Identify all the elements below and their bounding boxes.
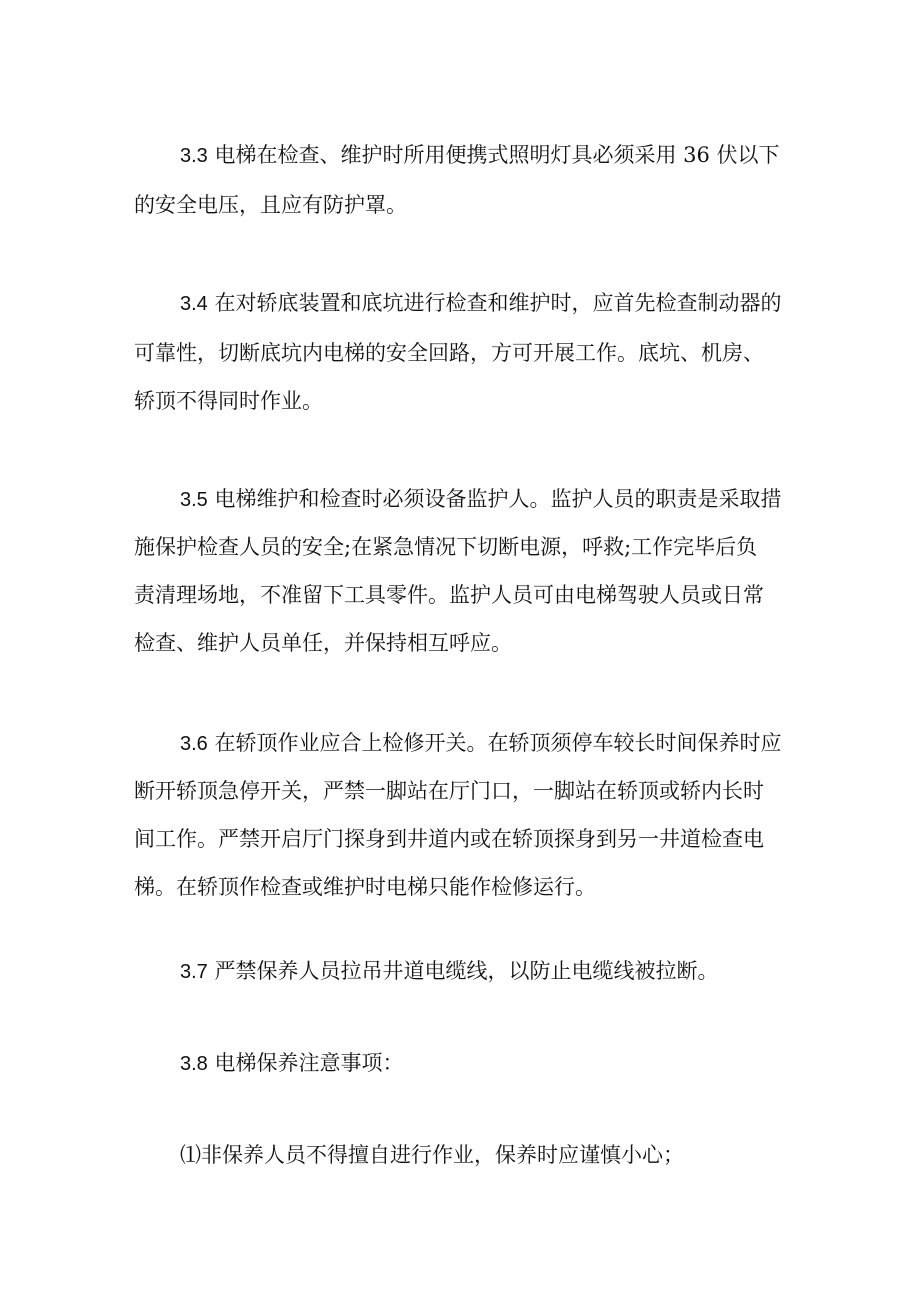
list-item-marker: ⑴ <box>180 1143 201 1167</box>
paragraph-text: 电梯维护和检查时必须设备监护人。监护人员的职责是采取措 <box>207 487 782 511</box>
paragraph-3-6-line-3: 间工作。严禁开启厅门探身到井道内或在轿顶探身到另一井道检查电 <box>134 827 764 851</box>
paragraph-3-4-line-3: 轿顶不得同时作业。 <box>134 389 323 413</box>
paragraph-3-4-line-1 <box>180 288 794 319</box>
paragraph-3-4-line-2: 可靠性，切断底坑内电梯的安全回路，方可开展工作。底坑、机房、 <box>134 341 764 365</box>
paragraph-3-5-line-4: 检查、维护人员单任，并保持相互呼应。 <box>134 631 512 655</box>
paragraph-3-5-line-2: 施保护检查人员的安全;在紧急情况下切断电源，呼救;工作完毕后负 <box>134 535 758 559</box>
paragraph-3-6-line-4: 梯。在轿顶作检查或维护时电梯只能作检修运行。 <box>134 875 596 899</box>
paragraph-3-5-line-1 <box>180 484 794 515</box>
paragraph-3-6-line-2: 断开轿顶急停开关，严禁一脚站在厅门口，一脚站在轿顶或轿内长时 <box>134 779 764 803</box>
list-item-text: 非保养人员不得擅自进行作业，保养时应谨慎小心； <box>201 1143 684 1167</box>
paragraph-number: 3.4 <box>180 293 208 315</box>
list-item-1-line-1 <box>180 1140 794 1170</box>
paragraph-3-3-line-1 <box>180 140 794 171</box>
paragraph-number: 3.6 <box>180 733 208 755</box>
paragraph-number: 3.5 <box>180 489 208 511</box>
paragraph-3-6-line-1 <box>180 728 794 759</box>
paragraph-text: 在轿顶作业应合上检修开关。在轿顶须停车较长时间保养时应 <box>207 731 782 755</box>
paragraph-3-3-line-2: 的安全电压，且应有防护罩。 <box>134 193 407 217</box>
paragraph-text: 电梯在检查、维护时所用便携式照明灯具必须采用 36 伏以下 <box>207 143 780 167</box>
paragraph-3-7-line-1 <box>180 956 794 987</box>
paragraph-text: 在对轿底装置和底坑进行检查和维护时，应首先检查制动器的 <box>207 291 782 315</box>
paragraph-number: 3.8 <box>180 1053 208 1075</box>
paragraph-3-8-line-1 <box>180 1048 794 1079</box>
paragraph-text: 电梯保养注意事项： <box>207 1051 404 1075</box>
paragraph-3-5-line-3: 责清理场地，不准留下工具零件。监护人员可由电梯驾驶人员或日常 <box>134 583 764 607</box>
paragraph-number: 3.7 <box>180 961 208 983</box>
paragraph-text: 严禁保养人员拉吊井道电缆线，以防止电缆线被拉断。 <box>207 959 719 983</box>
paragraph-number: 3.3 <box>180 145 208 167</box>
